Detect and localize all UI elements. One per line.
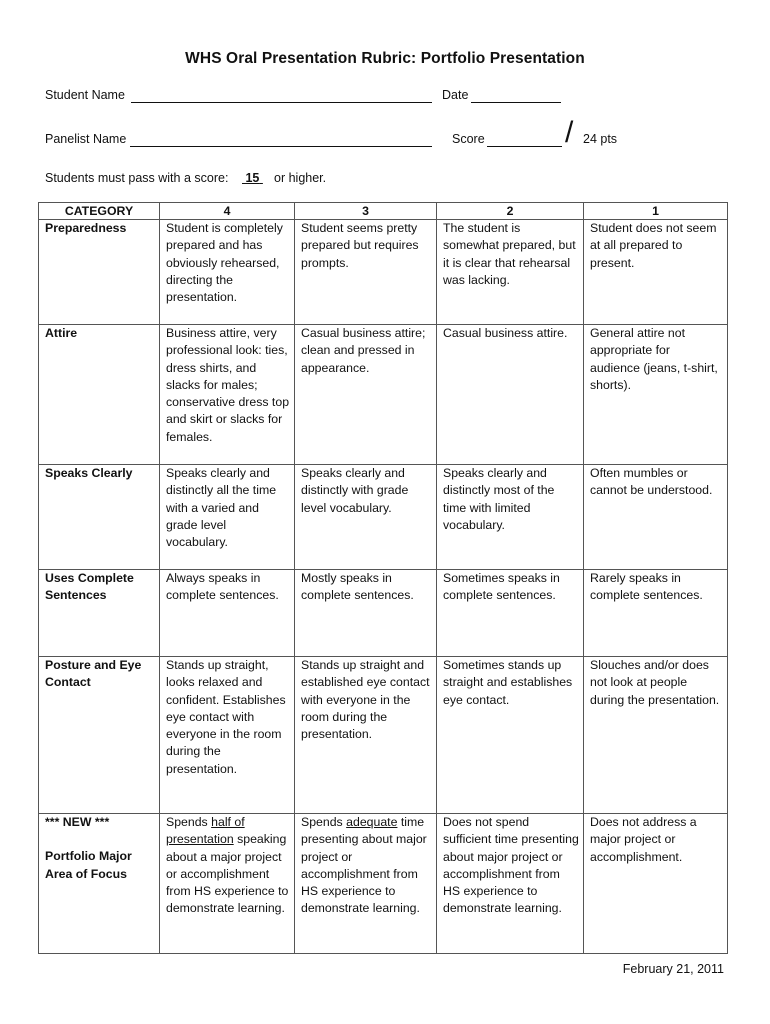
category-cell: Attire [39,325,160,465]
pass-score [242,171,263,185]
text-pre: Spends [166,815,208,829]
page-title: WHS Oral Presentation Rubric: Portfolio Presentation [185,50,585,67]
score-2-cell: The student is somewhat prepared, but it is clear that rehearsal was lacking. [437,220,584,325]
score-1-cell: Often mumbles or cannot be understood. [584,465,728,570]
emphasis-text: adequate [346,815,398,829]
category-cell: Speaks Clearly [39,465,160,570]
category-cell: Preparedness [39,220,160,325]
score-1-cell: Slouches and/or does not look at people during the presentation. [584,657,728,814]
student-name-label: Student Name [45,88,125,102]
score-3-cell [295,814,437,954]
student-name-field[interactable] [131,88,432,103]
score-total: 24 pts [583,132,618,146]
score-3-cell: Student seems pretty prepared but requires prompts. [295,220,437,325]
new-tag: *** NEW *** [45,815,110,829]
header-score-4: 4 [160,203,295,220]
table-row [39,220,728,325]
category-cell: Uses Complete Sentences [39,570,160,657]
table-row [39,325,728,465]
score-1-cell: Student does not seem at all prepared to present. [584,220,728,325]
score-3-cell: Speaks clearly and distinctly with grade level vocabulary. [295,465,437,570]
score-field[interactable] [487,132,562,147]
text-post: time presenting about major project or accomplishment from HS experience to demonstrate learning. [301,815,427,916]
score-3-cell: Stands up straight and established eye contact with everyone in the room during the presentation. [295,657,437,814]
category-label: Portfolio Major Area of Focus [45,849,132,881]
emphasis-text: half of presentation [166,815,245,847]
score-label: Score [452,132,485,146]
table-row [39,657,728,814]
header-score-2: 2 [437,203,584,220]
score-4-cell: Speaks clearly and distinctly all the time with a varied and grade level vocabulary. [160,465,295,570]
score-2-cell: Does not spend sufficient time presenting about major project or accomplishment from HS experience to demonstrate learning. [437,814,584,954]
score-2-cell: Speaks clearly and distinctly most of the time with limited vocabulary. [437,465,584,570]
date-label: Date [442,88,469,102]
score-1-cell: Rarely speaks in complete sentences. [584,570,728,657]
score-4-cell: Student is completely prepared and has obviously rehearsed, directing the presentation. [160,220,295,325]
pass-text: Students must pass with a score: [45,171,229,185]
rubric-table [38,202,728,954]
panelist-name-label: Panelist Name [45,132,127,146]
score-divider: / [565,116,574,149]
header-score-1: 1 [584,203,728,220]
score-3-cell: Mostly speaks in complete sentences. [295,570,437,657]
header-score-3: 3 [295,203,437,220]
score-4-cell [160,814,295,954]
category-cell: Posture and Eye Contact [39,657,160,814]
score-2-cell: Sometimes stands up straight and establishes eye contact. [437,657,584,814]
header-category: CATEGORY [39,203,160,220]
category-cell [39,814,160,954]
date-field[interactable] [471,88,561,103]
table-header-row [39,203,728,220]
table-row [39,814,728,954]
panelist-name-field[interactable] [130,132,432,147]
score-3-cell: Casual business attire; clean and pressed in appearance. [295,325,437,465]
text-pre: Spends [301,815,343,829]
pass-text-after: or higher. [274,171,327,185]
score-1-cell: Does not address a major project or accomplishment. [584,814,728,954]
score-2-cell: Sometimes speaks in complete sentences. [437,570,584,657]
pass-score-value: 15 [245,171,260,185]
table-row [39,465,728,570]
score-2-cell: Casual business attire. [437,325,584,465]
table-row [39,570,728,657]
text-post: speaking about a major project or accomplishment from HS experience to demonstrate learning. [166,832,289,916]
score-4-cell: Always speaks in complete sentences. [160,570,295,657]
footer-date: February 21, 2011 [622,962,724,976]
score-4-cell: Business attire, very professional look: ties, dress shirts, and slacks for males; conservative dress top and skirt or slacks for females. [160,325,295,465]
score-1-cell: General attire not appropriate for audience (jeans, t-shirt, shorts). [584,325,728,465]
score-4-cell: Stands up straight, looks relaxed and confident. Establishes eye contact with everyone in the room during the presentation. [160,657,295,814]
